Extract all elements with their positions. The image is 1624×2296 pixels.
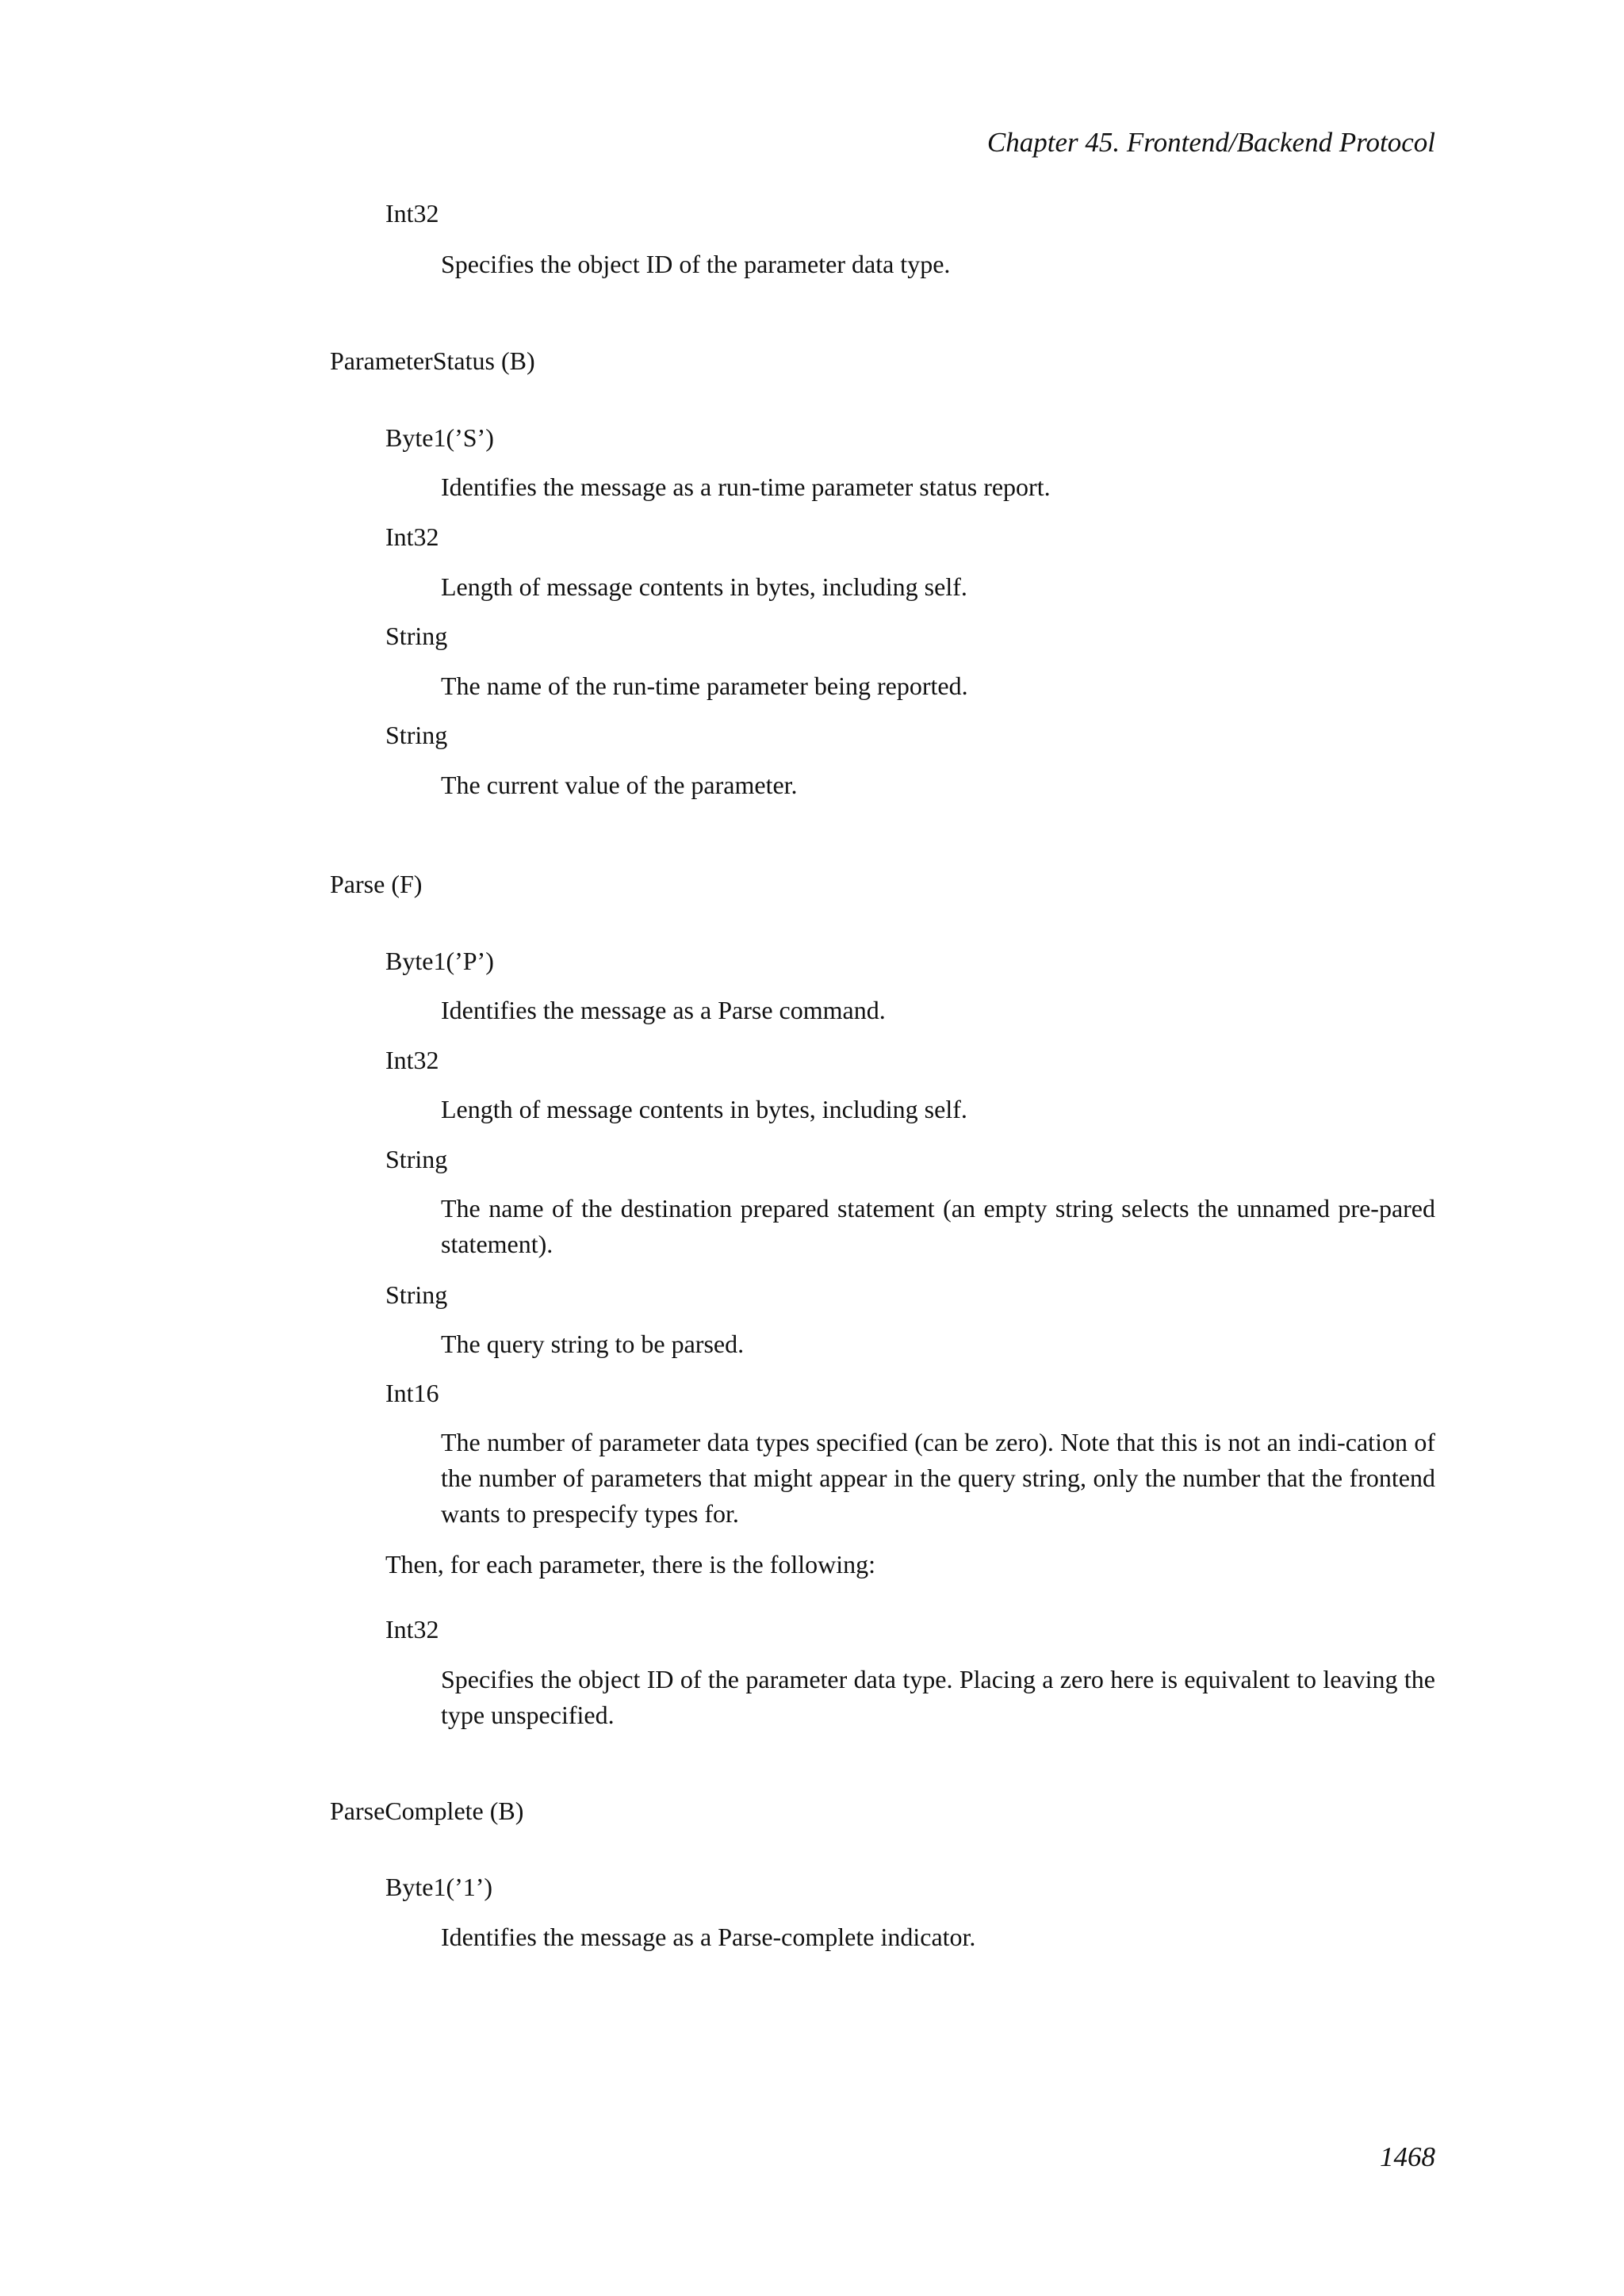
field-type: String	[385, 1145, 448, 1173]
field-description: The number of parameter data types specified (can be zero). Note that this is not an indi-cation of the number of parameters that might appear in the query string, only the number that the frontend wants to prespecify types for.	[441, 1428, 1435, 1528]
page-number: 1468	[1380, 2141, 1435, 2172]
field-type: Byte1(’S’)	[385, 423, 494, 452]
repeat-note: Then, for each parameter, there is the following:	[385, 1550, 876, 1578]
field-type: Byte1(’1’)	[385, 1873, 493, 1901]
message-title-parse: Parse (F)	[330, 870, 423, 898]
field-description: The name of the run-time parameter being reported.	[441, 672, 968, 700]
field-description: Identifies the message as a Parse command.	[441, 996, 886, 1024]
field-description: Specifies the object ID of the parameter data type. Placing a zero here is equivalent to leaving the type unspecified.	[441, 1665, 1435, 1729]
field-description: Identifies the message as a Parse-complete indicator.	[441, 1923, 976, 1951]
message-title-parsecomplete: ParseComplete (B)	[330, 1797, 524, 1825]
field-type: String	[385, 1280, 448, 1309]
field-type: String	[385, 622, 448, 650]
field-description: The current value of the parameter.	[441, 771, 798, 799]
field-type: Int32	[385, 1046, 439, 1074]
field-type: Int32	[385, 1615, 439, 1644]
field-type: Int16	[385, 1379, 439, 1407]
field-type: Byte1(’P’)	[385, 947, 494, 975]
page-header: Chapter 45. Frontend/Backend Protocol	[986, 127, 1435, 158]
field-type: Int32	[385, 199, 439, 228]
field-description: The name of the destination prepared statement (an empty string selects the unnamed pre-pared statement).	[441, 1194, 1435, 1258]
field-type: Int32	[385, 522, 439, 551]
field-description: Length of message contents in bytes, including self.	[441, 572, 967, 601]
field-description: Identifies the message as a run-time parameter status report.	[441, 473, 1051, 501]
field-description: Specifies the object ID of the parameter data type.	[441, 250, 951, 278]
message-title-parameterstatus: ParameterStatus (B)	[330, 346, 535, 375]
field-description: Length of message contents in bytes, including self.	[441, 1095, 967, 1123]
field-description: The query string to be parsed.	[441, 1330, 745, 1358]
field-type: String	[385, 721, 448, 749]
